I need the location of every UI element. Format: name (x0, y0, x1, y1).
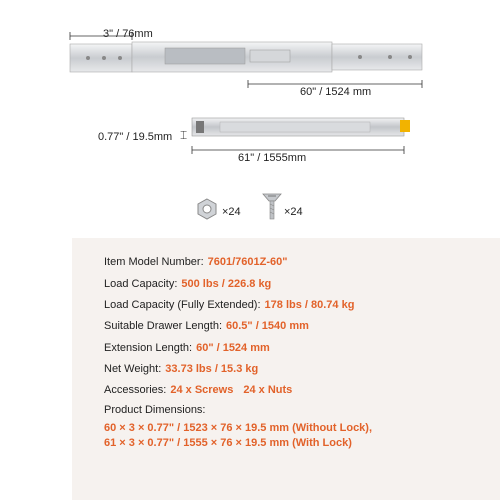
spec-label: Product Dimensions: (104, 404, 206, 416)
extended-length-label: 60" / 1524 mm (300, 86, 372, 98)
spec-label: Accessories: (104, 384, 167, 396)
thickness-label: 0.77" / 19.5mm (98, 131, 173, 143)
spec-accessories (104, 384, 292, 396)
spec-label: Net Weight: (104, 363, 162, 375)
spec-extension-length (104, 342, 270, 354)
spec-label: Extension Length: (104, 342, 193, 354)
spec-value: 60.5" / 1540 mm (226, 320, 309, 332)
specs-panel (72, 238, 500, 500)
spec-label: Load Capacity (Fully Extended): (104, 299, 261, 311)
spec-label: Suitable Drawer Length: (104, 320, 223, 332)
spec-value: 500 lbs / 226.8 kg (181, 278, 272, 290)
screw-quantity: ×24 (284, 206, 303, 218)
spec-label: Load Capacity: (104, 278, 178, 290)
thickness-bracket-icon: ⌶ (180, 128, 188, 142)
spec-value: 178 lbs / 80.74 kg (264, 299, 355, 311)
closed-length-label: 61" / 1555mm (238, 152, 307, 164)
spec-load-extended (104, 299, 354, 311)
hex-nut-icon (196, 198, 218, 225)
spec-net-weight (104, 363, 258, 375)
countersunk-screw-icon (262, 192, 282, 227)
spec-dimensions-line-2: 61 × 3 × 0.77" / 1555 × 76 × 19.5 mm (With Lock) (104, 437, 352, 449)
spec-value: 7601/7601Z-60" (207, 256, 288, 268)
spec-value: 60" / 1524 mm (196, 342, 270, 354)
width-dimension-label: 3" / 76mm (103, 28, 153, 40)
spec-model (104, 256, 288, 268)
nut-quantity: ×24 (222, 206, 241, 218)
spec-label: Item Model Number: (104, 256, 204, 268)
spec-value: 33.73 lbs / 15.3 kg (165, 363, 259, 375)
spec-load (104, 278, 271, 290)
spec-value-2: 24 x Nuts (243, 384, 293, 396)
spec-dimensions (104, 404, 206, 416)
spec-dimensions-line-1: 60 × 3 × 0.77" / 1523 × 76 × 19.5 mm (Without Lock), (104, 422, 373, 434)
spec-value: 24 x Screws (170, 384, 234, 396)
spec-drawer-length (104, 320, 309, 332)
